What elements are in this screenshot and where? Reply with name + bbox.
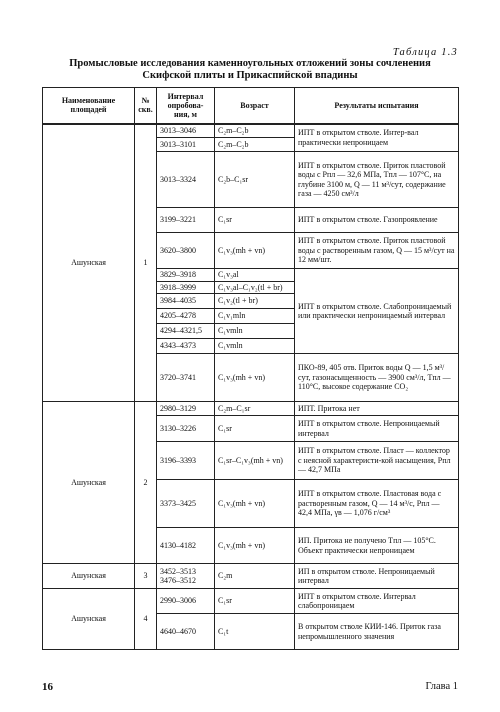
header-result: Результаты испытания [295,88,459,124]
table-title-line-1: Промысловые исследования каменноугольных отложений зоны сочленения [69,58,431,69]
table-header-row [43,88,459,124]
age-cell: C₁sr [215,208,295,233]
age-cell: C₁vmln [215,339,295,354]
age-cell: C₂m–C₁sr [215,402,295,416]
age-cell: C₂m [215,564,295,589]
interval-cell: 3918–3999 [157,281,215,294]
result-cell: ИПТ в открытом стволе. Интер-вал практически непроницаем [295,124,459,152]
well-number-cell: 1 [135,124,157,402]
result-cell: ИПТ в открытом стволе. Газопроявление [295,208,459,233]
interval-cell: 3452–3513 3476–3512 [157,564,215,589]
interval-cell: 3620–3800 [157,233,215,269]
interval-cell: 3373–3425 [157,480,215,528]
age-cell: C₁sr [215,589,295,614]
age-cell: C₁v₃al–C₁v₂(tl + br) [215,281,295,294]
page-number: 16 [42,681,53,693]
age-cell: C₁v₃(mh + vn) [215,528,295,564]
result-cell: ИПТ. Притока нет [295,402,459,416]
result-cell: ИПТ в открытом стволе. Непроницаемый интервал [295,416,459,442]
header-age: Возраст [215,88,295,124]
age-cell: C₁t [215,614,295,650]
well-number-cell: 4 [135,589,157,650]
interval-cell: 3130–3226 [157,416,215,442]
age-cell: C₂m–C₂b [215,124,295,138]
interval-cell: 3984–4035 [157,294,215,309]
well-number-cell: 2 [135,402,157,564]
area-cell: Ашунская [43,564,135,589]
interval-cell: 3013–3046 [157,124,215,138]
area-cell: Ашунская [43,124,135,402]
table-row [43,564,459,589]
interval-cell: 3196–3393 [157,442,215,480]
header-interval: Интервал опробова-ния, м [157,88,215,124]
interval-cell: 2980–3129 [157,402,215,416]
result-cell: ИПТ в открытом стволе. Слабопроницаемый или практически непроницаемый интервал [295,269,459,354]
age-cell: C₁v₃(mh + vn) [215,480,295,528]
age-cell: C₂m–C₂b [215,138,295,152]
interval-cell: 3829–3918 [157,269,215,282]
table-title [40,58,460,82]
interval-cell: 4343–4373 [157,339,215,354]
age-cell: C₁v₃al [215,269,295,282]
result-cell: ПКО-89, 405 отв. Приток воды Q — 1,5 м³/сут, газонасыщенность — 3900 см³/л, Tпл — 110°С, высокое содержание CO₂ [295,354,459,402]
interval-cell: 4130–4182 [157,528,215,564]
result-cell: ИП. Притока не получено Tпл — 105°С. Объект практически непроницаем [295,528,459,564]
table-row [43,402,459,416]
age-cell: C₁v₁mln [215,309,295,324]
age-cell: C₁sr [215,416,295,442]
area-cell: Ашунская [43,589,135,650]
area-cell: Ашунская [43,402,135,564]
age-cell: C₂b–C₁sr [215,152,295,208]
age-cell: C₁v₃(mh + vn) [215,233,295,269]
result-cell: ИПТ в открытом стволе. Интервал слабопроницаем [295,589,459,614]
result-cell: В открытом стволе КИИ-146. Приток газа непромышленного значения [295,614,459,650]
interval-cell: 3199–3221 [157,208,215,233]
result-cell: ИП в открытом стволе. Непроницаемый интервал [295,564,459,589]
interval-cell: 2990–3006 [157,589,215,614]
results-table [42,87,459,650]
interval-cell: 3013–3324 [157,152,215,208]
interval-cell: 3013–3101 [157,138,215,152]
result-cell: ИПТ в открытом стволе. Приток пластовой воды с растворенным газом, Q — 15 м³/сут на 12 мм/шт. [295,233,459,269]
result-cell: ИПТ в открытом стволе. Пластовая вода с растворенным газом, Q — 14 м³/с, Pпл — 42,4 МПа, γв — 1,076 г/см³ [295,480,459,528]
table-label: Таблица 1.3 [392,47,458,58]
interval-cell: 3720–3741 [157,354,215,402]
well-number-cell: 3 [135,564,157,589]
interval-cell: 4205–4278 [157,309,215,324]
result-cell: ИПТ в открытом стволе. Пласт — коллектор с неясной характеристи-кой насыщения, Pпл — 42,7 МПа [295,442,459,480]
chapter-label: Глава 1 [425,681,458,692]
table-row [43,124,459,138]
header-well: № скв. [135,88,157,124]
result-cell: ИПТ в открытом стволе. Приток пластовой воды с Pпл — 32,6 МПа, Tпл — 107°С, на глубине 3100 м, Q — 11 м³/сут, содержание газа — 4250 см³/л [295,152,459,208]
interval-cell: 4640–4670 [157,614,215,650]
age-cell: C₁vmln [215,324,295,339]
table-row [43,589,459,614]
header-area: Наименование площадей [43,88,135,124]
interval-cell: 4294–4321,5 [157,324,215,339]
age-cell: C₁v₃(mh + vn) [215,354,295,402]
table-title-line-2: Скифской плиты и Прикаспийской впадины [142,70,358,81]
age-cell: C₁v₂(tl + br) [215,294,295,309]
age-cell: C₁sr–C₁v₃(mh + vn) [215,442,295,480]
